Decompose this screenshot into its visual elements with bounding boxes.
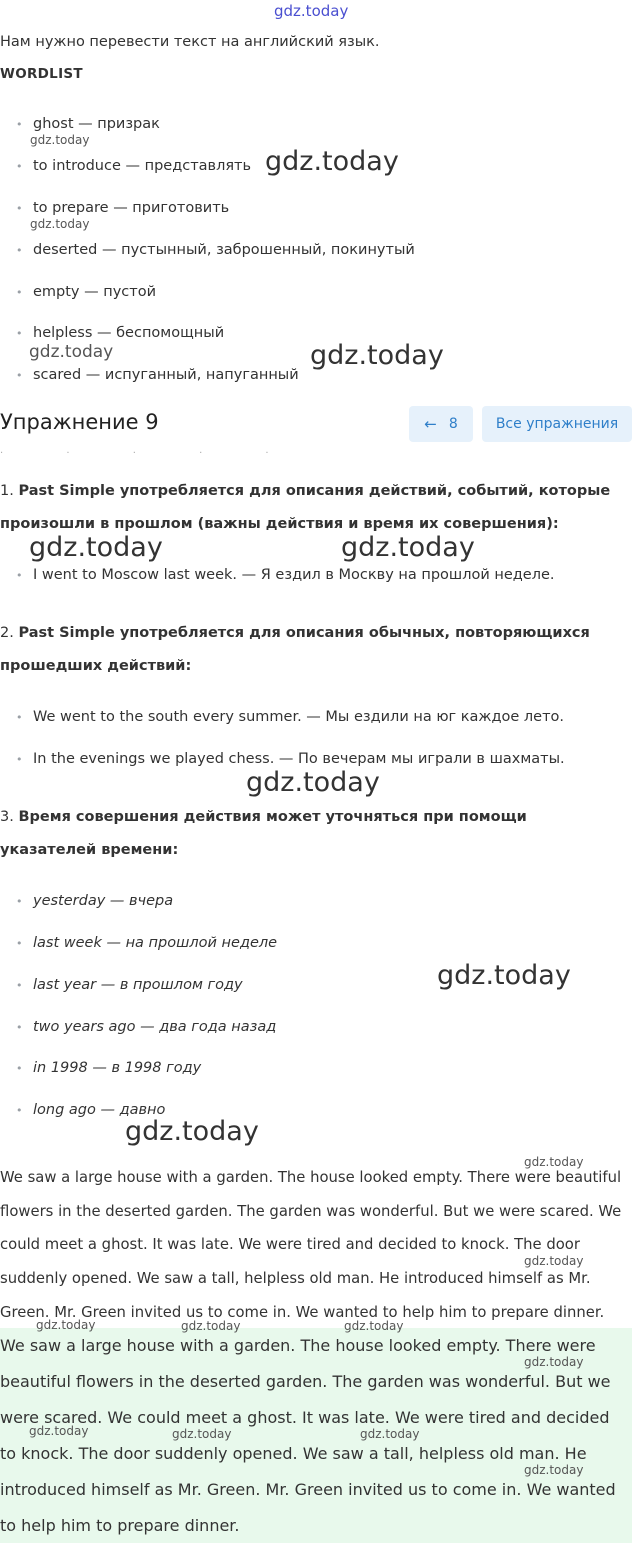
decorative-dots: · · · · ·	[0, 448, 299, 459]
watermark: gdz.today	[30, 133, 90, 147]
source-paragraph: We saw a large house with a garden. The house looked empty. There were beautiful flowers in the deserted garden. The garden was wonderful. But we were scared. We could meet a ghost. It was late. We were tired and decided to knock. The door suddenly opened. We saw a tall, helpless old man. He introduced himself as Mr. Green. Mr. Green invited us to come in. We wanted to help him to prepare dinner.	[0, 1169, 622, 1321]
all-exercises-button[interactable]	[482, 406, 632, 442]
watermark: gdz.today	[437, 960, 571, 991]
previous-exercise-button[interactable]	[409, 406, 473, 442]
watermark: gdz.today	[341, 532, 475, 563]
watermark-top: gdz.today	[274, 2, 349, 20]
watermark: gdz.today	[172, 1427, 232, 1441]
watermark: gdz.today	[29, 1424, 89, 1438]
watermark: gdz.today	[36, 1318, 96, 1332]
exercise-title: Упражнение 9	[0, 410, 159, 434]
watermark: gdz.today	[524, 1355, 584, 1369]
watermark: gdz.today	[524, 1155, 584, 1169]
watermark: gdz.today	[360, 1427, 420, 1441]
rule-2	[0, 617, 620, 683]
rule-text: Past Simple употребляется для описания действий, событий, которые произошли в прошлом (важны действия и время их совершения):	[0, 483, 611, 532]
wordlist-heading: WORDLIST	[0, 66, 83, 82]
rule-number: 2.	[0, 625, 19, 641]
watermark: gdz.today	[29, 532, 163, 563]
watermark: gdz.today	[344, 1319, 404, 1333]
answer-paragraph: We saw a large house with a garden. The house looked empty. There were beautiful flowers in the deserted garden. The garden was wonderful. But we were scared. We could meet a ghost. It was late. We were tired and decided to knock. The door suddenly opened. We saw a tall, helpless old man. He introduced himself as Mr. Green. Mr. Green invited us to come in. We wanted to help him to prepare dinner.	[0, 1336, 616, 1535]
watermark: gdz.today	[125, 1116, 259, 1147]
rule-number: 3.	[0, 809, 19, 825]
arrow-left-icon: ←	[424, 415, 437, 433]
rule-text: Время совершения действия может уточняться при помощи указателей времени:	[0, 809, 527, 858]
watermark: gdz.today	[181, 1319, 241, 1333]
watermark: gdz.today	[246, 767, 380, 798]
watermark: gdz.today	[265, 146, 399, 177]
rule-1	[0, 475, 620, 541]
rule-number: 1.	[0, 483, 19, 499]
intro-text: Нам нужно перевести текст на английский язык.	[0, 34, 380, 50]
rule-3	[0, 801, 620, 867]
watermark: gdz.today	[524, 1254, 584, 1268]
watermark: gdz.today	[310, 340, 444, 371]
previous-exercise-label: 8	[448, 416, 458, 432]
watermark: gdz.today	[30, 217, 90, 231]
watermark: gdz.today	[29, 342, 114, 362]
watermark: gdz.today	[524, 1463, 584, 1477]
all-exercises-label: Все упражнения	[495, 416, 619, 432]
rule-text: Past Simple употребляется для описания обычных, повторяющихся прошедших действий:	[0, 625, 590, 674]
